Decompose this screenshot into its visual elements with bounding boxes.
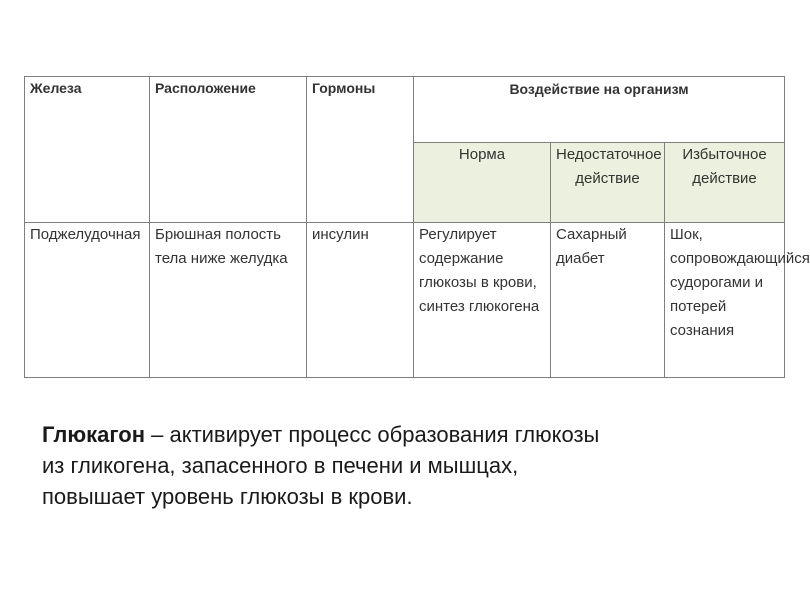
header-hormones: Гормоны (307, 77, 414, 223)
header-location: Расположение (150, 77, 307, 223)
cell-norm: Регулирует содержание глюкозы в крови, синтез глюкогена (414, 223, 551, 378)
table-row (25, 223, 785, 378)
table-header-row (25, 77, 785, 143)
cell-location: Брюшная полость тела ниже желудка (150, 223, 307, 378)
subheader-deficit: Недостаточное действие (551, 143, 665, 223)
caption-text: – активирует процесс образования глюкозы из гликогена, запасенного в печени и мышцах, повышает уровень глюкозы в крови. (42, 422, 600, 509)
cell-hormone: инсулин (307, 223, 414, 378)
caption-term: Глюкагон (42, 422, 145, 447)
subheader-norm: Норма (414, 143, 551, 223)
cell-excess: Шок, сопровождающийся судорогами и потерей сознания (665, 223, 785, 378)
subheader-excess: Избыточное действие (665, 143, 785, 223)
header-effect: Воздействие на организм (414, 77, 785, 143)
cell-gland: Поджелудочная (25, 223, 150, 378)
glucagon-caption (42, 419, 622, 512)
header-gland: Железа (25, 77, 150, 223)
cell-deficit: Сахарный диабет (551, 223, 665, 378)
hormone-table (24, 76, 810, 378)
